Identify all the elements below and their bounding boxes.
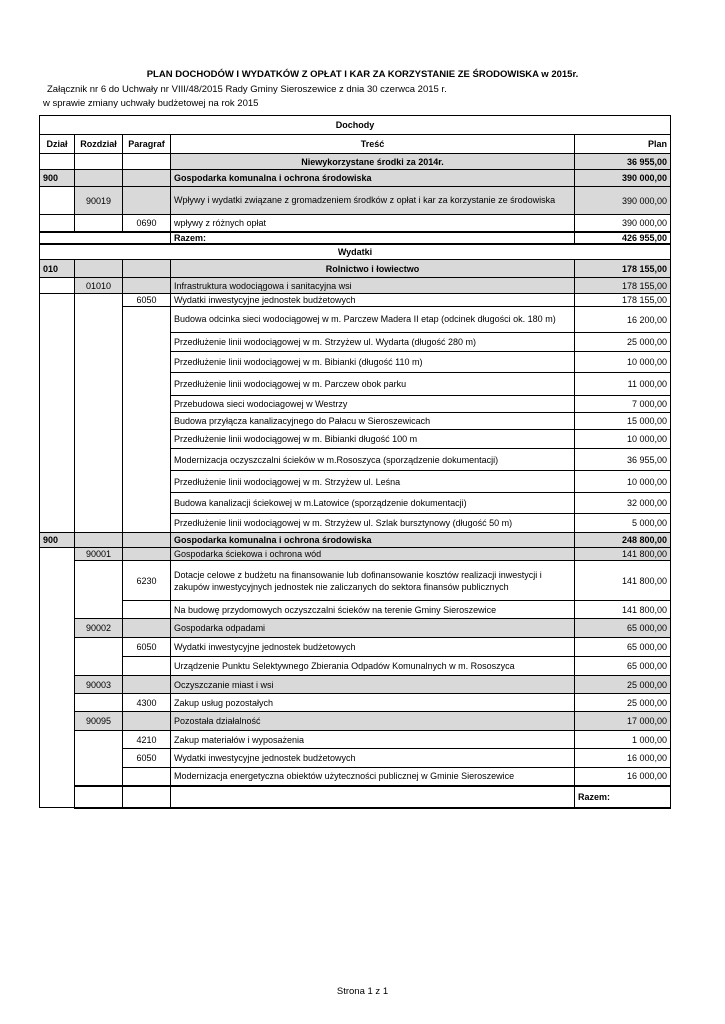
col-paragraf: Paragraf (123, 135, 171, 154)
list-item: Na budowę przydomowych oczyszczalni ścieków na terenie Gminy Sieroszewice 141 800,00 (40, 601, 671, 619)
list-item: Modernizacja oczyszczalni ścieków w m.Rososzyca (sporządzenie dokumentacji) 36 955,00 (40, 449, 671, 471)
list-item: Budowa kanalizacji ściekowej w m.Latowice (sporządzenie dokumentacji) 32 000,00 (40, 493, 671, 514)
document-title: PLAN DOCHODÓW I WYDATKÓW Z OPŁAT I KAR ZA KORZYSTANIE ZE ŚRODOWISKA w 2015r. (146, 69, 579, 80)
dochody-total-row: Razem: 426 955,00 (40, 232, 671, 244)
table-row: 900 Gospodarka komunalna i ochrona środowiska 248 800,00 (40, 533, 671, 548)
table-row: 6050 Wydatki inwestycyjne jednostek budżetowych 16 000,00 (40, 749, 671, 768)
col-tresc: Treść (171, 135, 575, 154)
list-item: Przebudowa sieci wodociagowej w Westrzy 7 000,00 (40, 396, 671, 413)
list-item: Modernizacja energetyczna obiektów użyteczności publicznej w Gminie Sieroszewice 16 000,00 (40, 768, 671, 786)
table-row: 900 Gospodarka komunalna i ochrona środowiska 390 000,00 (40, 170, 671, 187)
col-dzial: Dział (40, 135, 75, 154)
table-row: 010 Rolnictwo i łowiectwo 178 155,00 (40, 260, 671, 278)
subject-line: w sprawie zmiany uchwały budżetowej na rok 2015 (43, 98, 259, 109)
list-item: Przedłużenie linii wodociągowej w m. Strzyżew ul. Szlak bursztynowy (długość 50 m) 5 000,00 (40, 514, 671, 533)
attachment-line: Załącznik nr 6 do Uchwały nr VIII/48/2015 Rady Gminy Sieroszewice z dnia 30 czerwca 2015 r. (47, 84, 447, 95)
table-row: 90019 Wpływy i wydatki związane z gromadzeniem środków z opłat i kar za korzystanie ze środowiska 390 000,00 (40, 187, 671, 215)
table-row: 90003 Oczyszczanie miast i wsi 25 000,00 (40, 676, 671, 694)
col-rozdzial: Rozdział (75, 135, 123, 154)
table-row: 6050 Wydatki inwestycyjne jednostek budżetowych 178 155,00 (40, 294, 671, 307)
table-row: 0690 wpływy z różnych opłat 390 000,00 (40, 215, 671, 232)
unused-funds-plan: 36 955,00 (575, 154, 671, 170)
list-item: Urządzenie Punktu Selektywnego Zbierania Odpadów Komunalnych w m. Rososzyca 65 000,00 (40, 657, 671, 676)
table-row: 90001 Gospodarka ściekowa i ochrona wód 141 800,00 (40, 548, 671, 561)
section-dochody: Dochody (40, 116, 671, 135)
section-wydatki: Wydatki (40, 244, 671, 260)
list-item: Przedłużenie linii wodociągowej w m. Bibianki (długość 110 m) 10 000,00 (40, 352, 671, 373)
wydatki-total-row: Razem: (40, 786, 671, 808)
list-item: Budowa przyłącza kanalizacyjnego do Pałacu w Sieroszewicach 15 000,00 (40, 413, 671, 430)
page-number: Strona 1 z 1 (336, 986, 389, 997)
list-item: Przedłużenie linii wodociągowej w m. Bibianki długość 100 m 10 000,00 (40, 430, 671, 449)
list-item: Budowa odcinka sieci wodociągowej w m. Parczew Madera II etap (odcinek długości ok. 180 m) 16 200,00 (40, 307, 671, 333)
col-plan: Plan (575, 135, 671, 154)
table-row: 6050 Wydatki inwestycyjne jednostek budżetowych 65 000,00 (40, 638, 671, 657)
table-row: 4210 Zakup materiałów i wyposażenia 1 000,00 (40, 731, 671, 749)
table-row: 90002 Gospodarka odpadami 65 000,00 (40, 619, 671, 638)
table-row: 90095 Pozostała działalność 17 000,00 (40, 712, 671, 731)
table-row: 6230 Dotacje celowe z budżetu na finansowanie lub dofinansowanie kosztów realizacji inwestycji i zakupów inwestycyjnych jednostek nie zaliczanych do sektora finansów publicznych 141 800,00 (40, 561, 671, 601)
budget-table (39, 115, 671, 809)
list-item: Przedłużenie linii wodociągowej w m. Strzyżew ul. Wydarta (długość 280 m) 25 000,00 (40, 333, 671, 352)
list-item: Przedłużenie linii wodociągowej w m. Parczew obok parku 11 000,00 (40, 373, 671, 396)
table-row: 4300 Zakup usług pozostałych 25 000,00 (40, 694, 671, 712)
list-item: Przedłużenie linii wodociągowej w m. Strzyżew ul. Leśna 10 000,00 (40, 471, 671, 493)
unused-funds-label: Niewykorzystane środki za 2014r. (171, 154, 575, 170)
table-row: 01010 Infrastruktura wodociągowa i sanitacyjna wsi 178 155,00 (40, 278, 671, 294)
